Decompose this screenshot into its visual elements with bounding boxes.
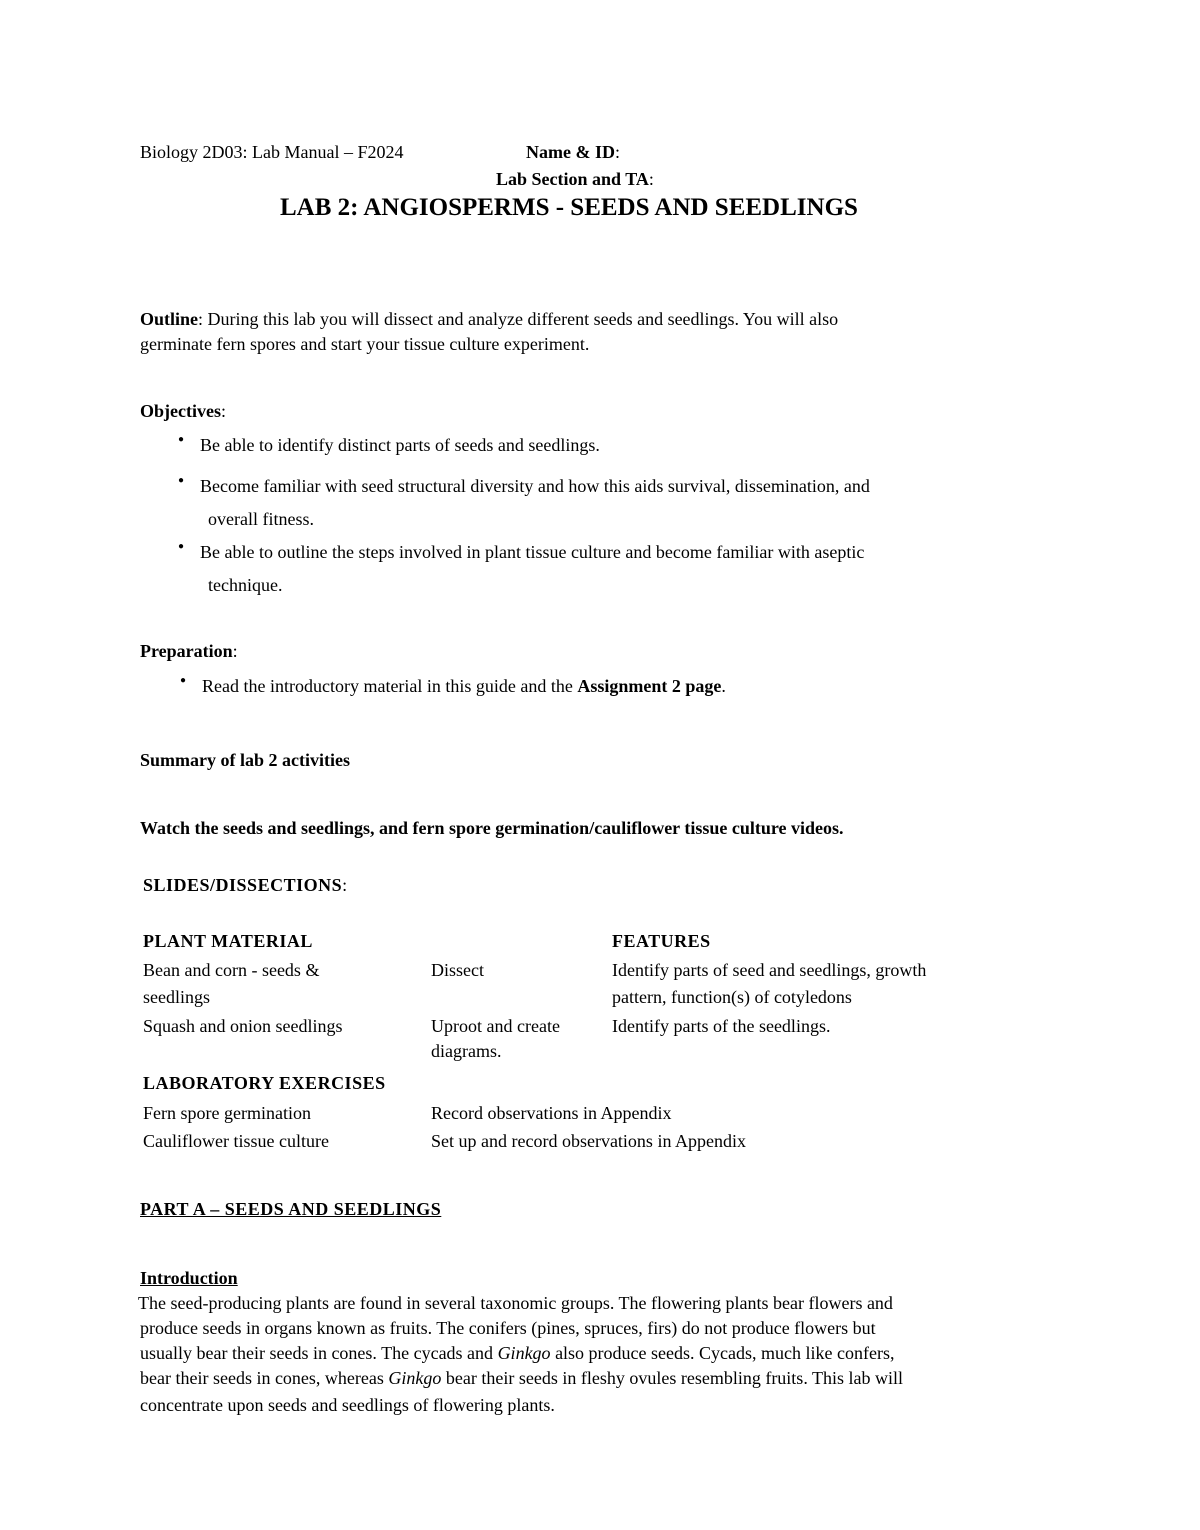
row-2-action-1: Uproot and create xyxy=(431,1016,560,1036)
objectives-heading xyxy=(140,398,226,424)
name-id-colon: : xyxy=(614,142,620,162)
intro-line-3-pre: usually bear their seeds in cones. The cycads and xyxy=(140,1343,498,1363)
outline-label: Outline xyxy=(140,309,199,329)
intro-line-2: produce seeds in organs known as fruits. The conifers (pines, spruces, firs) do not produce flowers but xyxy=(140,1318,876,1338)
name-id-text: Name & ID xyxy=(526,142,615,162)
preparation-item-end: . xyxy=(721,676,726,696)
objective-2-line-2: overall fitness. xyxy=(208,509,314,529)
objectives-colon: : xyxy=(220,401,226,421)
row-2-material: Squash and onion seedlings xyxy=(143,1016,343,1036)
col-features: FEATURES xyxy=(612,931,711,951)
intro-line-1: The seed-producing plants are found in several taxonomic groups. The flowering plants bear flowers and xyxy=(138,1293,893,1313)
outline-line-2: germinate fern spores and start your tissue culture experiment. xyxy=(140,334,590,354)
preparation-colon: : xyxy=(232,641,238,661)
intro-line-4 xyxy=(140,1365,903,1391)
bullet-icon: ● xyxy=(178,475,185,486)
part-a-heading: PART A – SEEDS AND SEEDLINGS xyxy=(140,1199,442,1219)
summary-heading: Summary of lab 2 activities xyxy=(140,750,350,770)
row-1-feature-1: Identify parts of seed and seedlings, growth xyxy=(612,960,927,980)
row-1-feature-2: pattern, function(s) of cotyledons xyxy=(612,987,852,1007)
intro-line-3-post: also produce seeds. Cycads, much like confers, xyxy=(550,1343,895,1363)
bullet-icon: ● xyxy=(178,434,185,445)
preparation-heading xyxy=(140,638,238,664)
page-title: LAB 2: ANGIOSPERMS - SEEDS AND SEEDLINGS xyxy=(280,194,858,221)
bullet-icon: ● xyxy=(180,675,187,686)
lab-row-2-name: Cauliflower tissue culture xyxy=(143,1131,329,1151)
intro-line-5: concentrate upon seeds and seedlings of flowering plants. xyxy=(140,1395,555,1415)
intro-line-3 xyxy=(140,1340,894,1366)
preparation-item-text: Read the introductory material in this guide and the xyxy=(202,676,578,696)
watch-line: Watch the seeds and seedlings, and fern spore germination/cauliflower tissue culture videos. xyxy=(140,818,844,838)
preparation-label: Preparation xyxy=(140,641,233,661)
col-plant-material: PLANT MATERIAL xyxy=(143,931,313,951)
lab-row-2-task: Set up and record observations in Appendix xyxy=(431,1131,746,1151)
objective-2-line-1: Become familiar with seed structural diversity and how this aids survival, dissemination, and xyxy=(200,476,870,496)
objective-1-line-1: Be able to identify distinct parts of seeds and seedlings. xyxy=(200,435,600,455)
ginkgo-term: Ginkgo xyxy=(497,1343,551,1363)
outline-text: : During this lab you will dissect and analyze different seeds and seedlings. You will also xyxy=(198,309,839,329)
outline-line-1 xyxy=(140,306,838,332)
row-1-material-1: Bean and corn - seeds & xyxy=(143,960,320,980)
row-1-action: Dissect xyxy=(431,960,484,980)
assignment-2-link[interactable]: Assignment 2 page xyxy=(577,676,722,696)
objective-3-line-1: Be able to outline the steps involved in plant tissue culture and become familiar with aseptic xyxy=(200,542,865,562)
section-colon: : xyxy=(648,169,654,189)
introduction-heading: Introduction xyxy=(140,1268,238,1288)
section-label xyxy=(496,166,654,192)
row-1-material-2: seedlings xyxy=(143,987,210,1007)
row-2-feature: Identify parts of the seedlings. xyxy=(612,1016,831,1036)
lab-row-1-task: Record observations in Appendix xyxy=(431,1103,672,1123)
objectives-label: Objectives xyxy=(140,401,221,421)
bullet-icon: ● xyxy=(178,541,185,552)
intro-line-4-post: bear their seeds in fleshy ovules resembling fruits. This lab will xyxy=(441,1368,903,1388)
slides-heading-colon: : xyxy=(342,875,348,895)
name-id-label xyxy=(526,139,620,165)
intro-line-4-pre: bear their seeds in cones, whereas xyxy=(140,1368,389,1388)
slides-heading-text: SLIDES/DISSECTIONS xyxy=(143,875,343,895)
preparation-item xyxy=(202,673,726,699)
objective-3-line-2: technique. xyxy=(208,575,283,595)
slides-heading xyxy=(143,872,348,898)
course-header: Biology 2D03: Lab Manual – F2024 xyxy=(140,142,404,162)
lab-row-1-name: Fern spore germination xyxy=(143,1103,311,1123)
ginkgo-term: Ginkgo xyxy=(388,1368,442,1388)
lab-exercises-heading: LABORATORY EXERCISES xyxy=(143,1073,386,1093)
row-2-action-2: diagrams. xyxy=(431,1041,502,1061)
section-text: Lab Section and TA xyxy=(496,169,649,189)
